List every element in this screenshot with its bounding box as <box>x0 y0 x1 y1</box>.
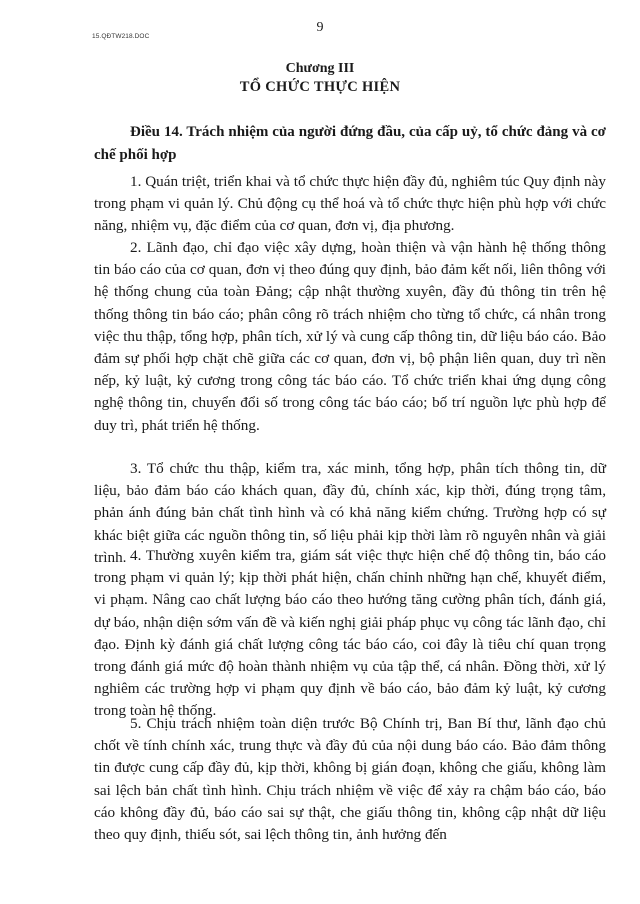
article-heading: Điều 14. Trách nhiệm của người đứng đầu, của cấp uỷ, tổ chức đảng và cơ chế phối hợp <box>94 124 606 163</box>
chapter-title: TỔ CHỨC THỰC HIỆN <box>239 79 401 95</box>
document-reference: 15.QĐTW218.DOC <box>92 33 150 40</box>
page-number: 9 <box>316 20 324 35</box>
paragraph-2: 2. Lãnh đạo, chỉ đạo việc xây dựng, hoàn thiện và vận hành hệ thống thông tin báo cáo của cơ quan, đơn vị theo đúng quy định, bảo đảm kết nối, liên thông với hệ thống chung của toàn Đảng; cập nhật thường xuyên, đầy đủ thông tin trên hệ thống thông tin báo cáo; phân công rõ trách nhiệm cho từng tổ chức, cá nhân trong việc thu thập, tổng hợp, phân tích, xử lý và cung cấp thông tin, dữ liệu báo cáo. Bảo đảm sự phối hợp chặt chẽ giữa các cơ quan, đơn vị, bộ phận liên quan, duy trì nền nếp, kỷ luật, kỷ cương trong công tác báo cáo. Tổ chức triển khai ứng dụng công nghệ thông tin, chuyển đổi số trong công tác báo cáo; bố trí nguồn lực phù hợp để duy trì, phát triển hệ thống. <box>94 239 606 434</box>
paragraph-3: 3. Tổ chức thu thập, kiểm tra, xác minh, tổng hợp, phân tích thông tin, dữ liệu, bảo đảm báo cáo khách quan, đầy đủ, chính xác, kịp thời, đúng trọng tâm, phản ánh đúng bản chất tình hình và có khả năng kiểm chứng. Trường hợp có sự khác biệt giữa các nguồn thông tin, số liệu phải kịp thời làm rõ nguyên nhân và giải trình. <box>94 460 606 566</box>
paragraph-4: 4. Thường xuyên kiểm tra, giám sát việc thực hiện chế độ thông tin, báo cáo trong phạm vi quản lý; kịp thời phát hiện, chấn chỉnh những hạn chế, khuyết điểm, vi phạm. Nâng cao chất lượng báo cáo theo hướng tăng cường phân tích, đánh giá, dự báo, nhận diện sớm vấn đề và kiến nghị giải pháp phục vụ công tác lãnh đạo, chỉ đạo. Định kỳ đánh giá chất lượng công tác báo cáo, coi đây là tiêu chí quan trọng trong đánh giá mức độ hoàn thành nhiệm vụ của tập thể, cá nhân. Đồng thời, xử lý nghiêm các trường hợp vi phạm quy định về báo cáo, bảo đảm kỷ luật, kỷ cương trong toàn hệ thống. <box>94 547 606 720</box>
chapter-number: Chương III <box>285 61 355 76</box>
paragraph-5: 5. Chịu trách nhiệm toàn diện trước Bộ Chính trị, Ban Bí thư, lãnh đạo chủ chốt về tính chính xác, trung thực và đầy đủ của nội dung báo cáo. Bảo đảm thông tin được cung cấp đầy đủ, kịp thời, không bị gián đoạn, không che giấu, không làm sai lệch bản chất tình hình. Chịu trách nhiệm về việc để xảy ra chậm báo cáo, báo cáo không đầy đủ, báo cáo sai sự thật, che giấu thông tin, không cập nhật dữ liệu theo quy định, thiếu sót, sai lệch thông tin, ảnh hưởng đến <box>94 715 606 844</box>
chapter-heading <box>0 60 640 96</box>
paragraph-1: 1. Quán triệt, triển khai và tổ chức thực hiện đầy đủ, nghiêm túc Quy định này trong phạm vi quản lý. Chủ động cụ thể hoá và tổ chức thực hiện phù hợp với chức năng, nhiệm vụ, đặc điểm của cơ quan, đơn vị, địa phương. <box>94 173 606 235</box>
